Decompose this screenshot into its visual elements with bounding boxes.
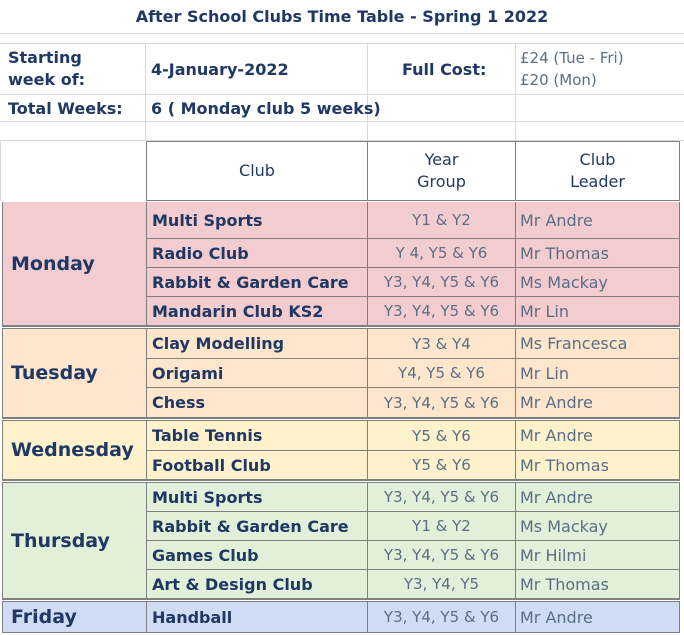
gridline [367,43,368,141]
full-cost-label: Full Cost: [402,59,487,79]
club-leader: Mr Thomas [515,570,680,598]
starting-week-label-line1: Starting [8,48,82,67]
year-group: Y3, Y4, Y5 & Y6 [367,268,515,296]
club-leader: Mr Andre [515,388,680,417]
day-label-thursday: Thursday [2,483,146,599]
year-group: Y3, Y4, Y5 [367,570,515,598]
header-club: Club [146,141,367,201]
year-group: Y5 & Y6 [367,451,515,479]
club-name: Handball [146,602,367,632]
club-leader: Ms Mackay [515,512,680,540]
gridline [145,43,146,141]
total-weeks-label: Total Weeks: [8,98,123,118]
table-row [146,239,680,268]
page-title: After School Clubs Time Table - Spring 1 2022 [135,7,549,26]
year-group: Y3, Y4, Y5 & Y6 [367,602,515,632]
cost-tue-fri: £24 (Tue - Fri) [520,49,624,67]
starting-week-label-line2: week of: [8,70,86,89]
club-name: Chess [146,388,367,417]
year-group: Y5 & Y6 [367,421,515,450]
club-leader: Mr Lin [515,359,680,387]
table-row [146,451,680,480]
gridline [0,141,1,201]
club-name: Games Club [146,541,367,569]
club-leader: Mr Andre [515,202,680,238]
table-row [146,483,680,512]
full-cost-values [520,45,682,93]
club-name: Mandarin Club KS2 [146,297,367,325]
table-row [146,202,680,239]
club-name: Art & Design Club [146,570,367,598]
club-leader: Mr Lin [515,297,680,325]
club-name: Rabbit & Garden Care [146,268,367,296]
club-name: Multi Sports [146,483,367,511]
day-label-friday: Friday [2,602,146,633]
starting-week-label [8,45,144,93]
table-row [146,329,680,359]
club-name: Football Club [146,451,367,479]
table-row [146,359,680,388]
table-row [146,512,680,541]
club-name: Table Tennis [146,421,367,450]
year-group: Y1 & Y2 [367,512,515,540]
cost-mon: £20 (Mon) [520,71,597,89]
gridline [515,43,516,141]
starting-week-value: 4-January-2022 [151,59,289,79]
club-name: Radio Club [146,239,367,267]
club-leader: Mr Andre [515,483,680,511]
club-leader: Ms Mackay [515,268,680,296]
header-year-group: Year Group [367,141,515,201]
table-row [146,570,680,599]
table-row [146,421,680,451]
club-leader: Mr Thomas [515,239,680,267]
day-label-monday: Monday [2,202,146,326]
table-row [146,602,680,633]
club-leader: Mr Thomas [515,451,680,479]
club-leader: Mr Andre [515,602,680,632]
year-group: Y3, Y4, Y5 & Y6 [367,388,515,417]
table-row [146,297,680,326]
club-leader: Ms Francesca [515,329,680,358]
year-group: Y3 & Y4 [367,329,515,358]
year-group: Y3, Y4, Y5 & Y6 [367,297,515,325]
header-club-leader: Club Leader [515,141,680,201]
year-group: Y3, Y4, Y5 & Y6 [367,483,515,511]
club-leader: Mr Andre [515,421,680,450]
club-name: Origami [146,359,367,387]
club-leader: Mr Hilmi [515,541,680,569]
year-group: Y3, Y4, Y5 & Y6 [367,541,515,569]
table-row [146,541,680,570]
day-label-wednesday: Wednesday [2,421,146,480]
club-name: Clay Modelling [146,329,367,358]
table-row [146,268,680,297]
year-group: Y4, Y5 & Y6 [367,359,515,387]
total-weeks-value: 6 ( Monday club 5 weeks) [151,98,381,118]
table-row [146,388,680,418]
club-name: Rabbit & Garden Care [146,512,367,540]
club-name: Multi Sports [146,202,367,238]
gridline [0,121,684,122]
gridline [0,33,684,34]
year-group: Y 4, Y5 & Y6 [367,239,515,267]
day-label-tuesday: Tuesday [2,329,146,418]
year-group: Y1 & Y2 [367,202,515,238]
